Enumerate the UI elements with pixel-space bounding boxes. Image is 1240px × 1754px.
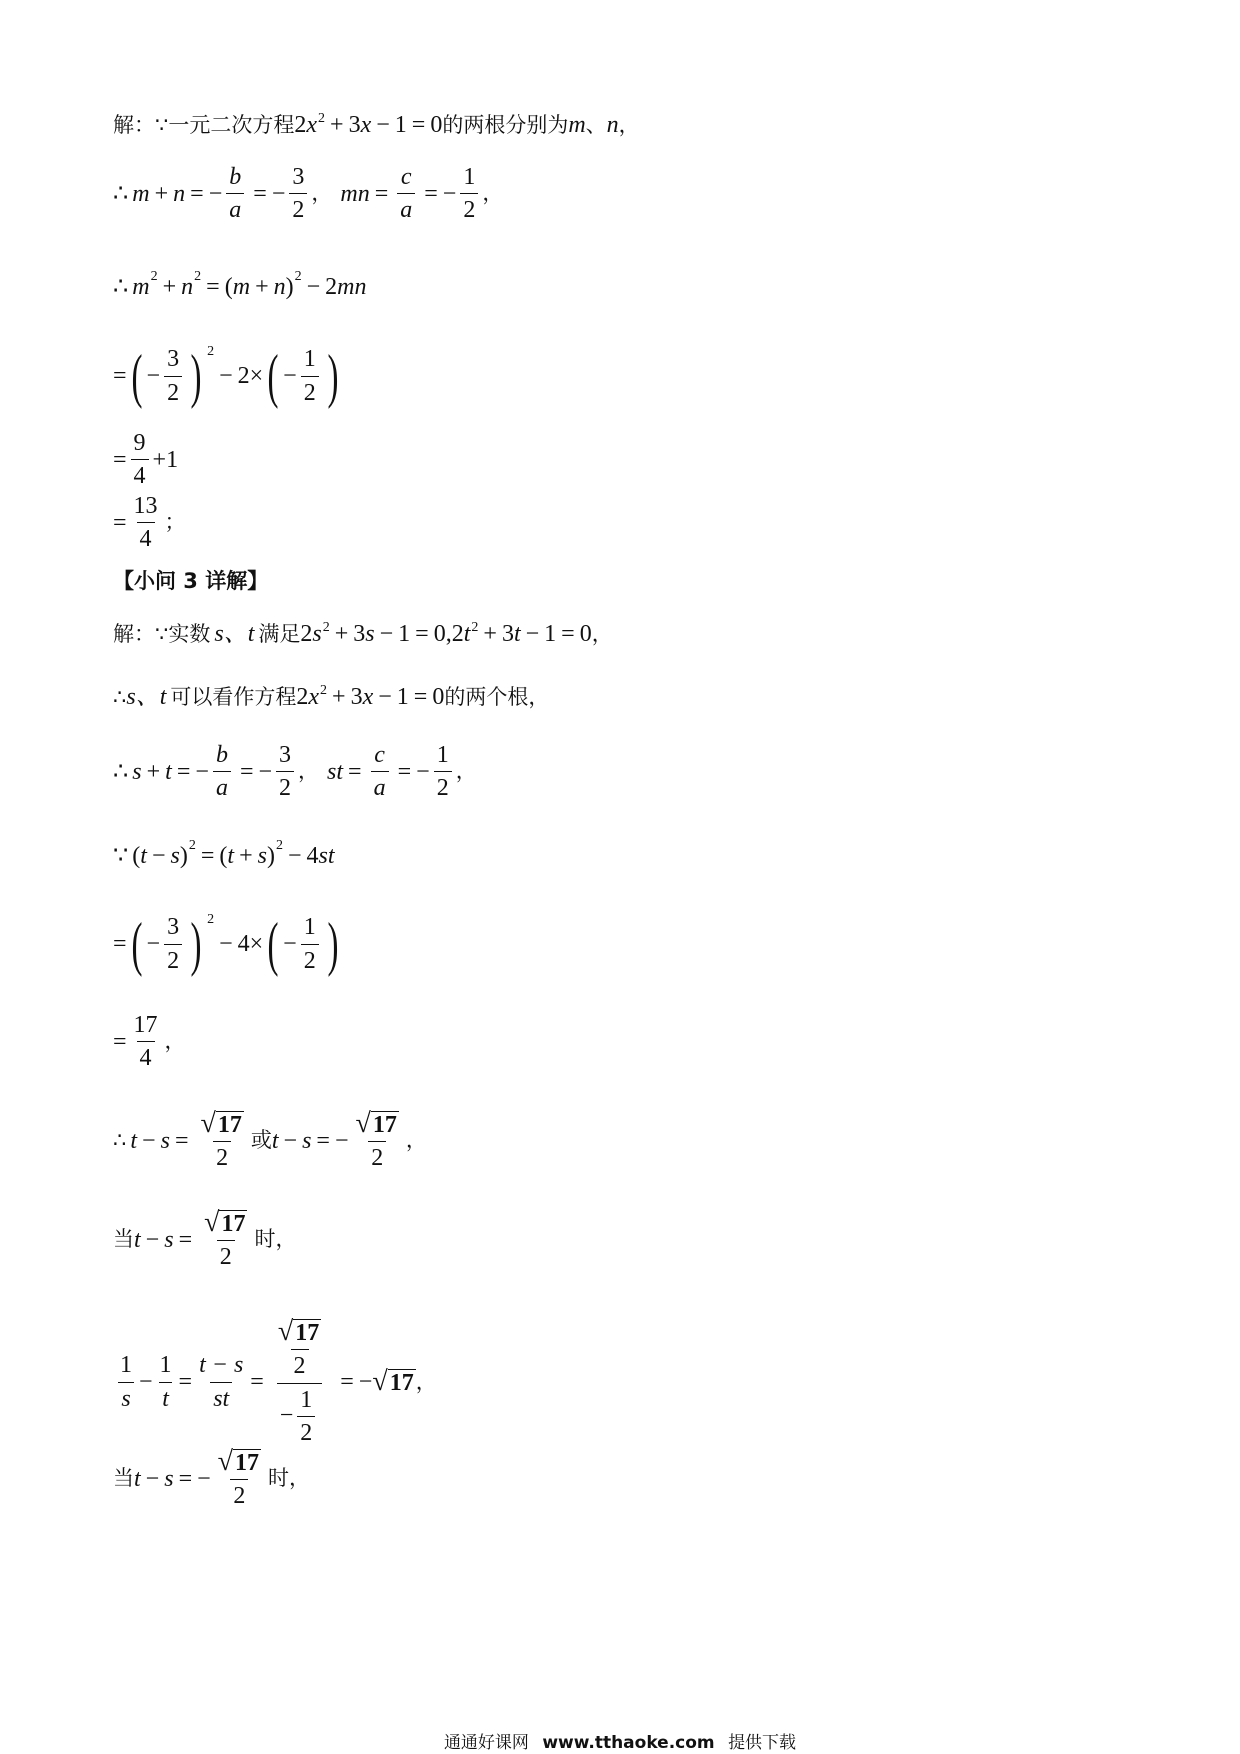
line-roots-statement (113, 113, 640, 137)
var-m: m (568, 112, 586, 138)
roots-mid-text: 的两根分别为 (442, 112, 569, 137)
therefore-symbol: ∴ (113, 180, 129, 207)
separator: 、 (585, 112, 607, 137)
line-substitute-mn: = ( − $\frac{3}{2}$ ) 2 − 2× ( − $\frac{1}{2}$ ) (113, 343, 339, 409)
line-reciprocal-difference: $\frac{1}{s}$ − $\frac{1}{t}$ = $\frac{t - s}{st}$ = √ 17 2 − $\frac{1}{2}$ = − √ 17 ， (120, 1316, 437, 1447)
var-n: n (606, 112, 619, 138)
line-seventeen-fourths: = $\frac{17}{4}$ ， (113, 1012, 186, 1072)
footer-suffix: 提供下载 (728, 1733, 797, 1753)
line-substitute-st: = ( − $\frac{3}{2}$ ) 2 − 4× ( − $\frac{1}{2}$ ) (113, 911, 339, 977)
line-vieta-mn: ∴ m + n = − $\frac{b}{a}$ = − $\frac{3}{2}$ ， mn = $\frac{c}{a}$ = − $\frac{1}{2}$ ， (113, 164, 504, 224)
line-roots-of-equation: ∴ s、t 可以看作方程 $2x^2 + 3x - 1 = 0$ 的两个根， (113, 683, 550, 710)
footer-url[interactable]: www.tthaoke.com (542, 1733, 715, 1753)
line-difference-square: ∵ ( t − s ) 2 = ( t + s ) 2 − 4 st (113, 838, 335, 869)
footer-site-name: 通通好课网 (443, 1733, 529, 1753)
section-heading: 【小问 3 详解】 (113, 569, 269, 593)
equation: $2x^2 + 3x - 1 = 0$ (294, 111, 443, 138)
page-footer (0, 1728, 1240, 1753)
comma: ， (618, 112, 640, 137)
line-case-positive: 当 t − s = √ 17 2 时， (113, 1207, 297, 1271)
roots-intro-text: 解：∵一元二次方程 (113, 112, 295, 137)
line-real-numbers: 解：∵实数 s、t 满足 $2s^2 + 3s - 1 = 0,2t^2 + 3t - 1 = 0$ ， (113, 620, 613, 647)
line-case-negative: 当 t − s = − √ 17 2 时， (113, 1446, 311, 1510)
line-two-cases: ∴ t − s = √ 17 2 或 t − s = − √ 17 2 ， (113, 1108, 427, 1172)
line-thirteen-fourths: = $\frac{13}{4}$ ； (113, 493, 186, 553)
line-nine-fourths: = $\frac{9}{4}$ +1 (113, 430, 179, 490)
line-vieta-st: ∴ s + t = − $\frac{b}{a}$ = − $\frac{3}{2}$ ， st = $\frac{c}{a}$ = − $\frac{1}{2}$ ， (113, 742, 477, 802)
line-square-sum: ∴ m 2 + n 2 = ( m + n ) 2 − 2 mn (113, 269, 367, 300)
